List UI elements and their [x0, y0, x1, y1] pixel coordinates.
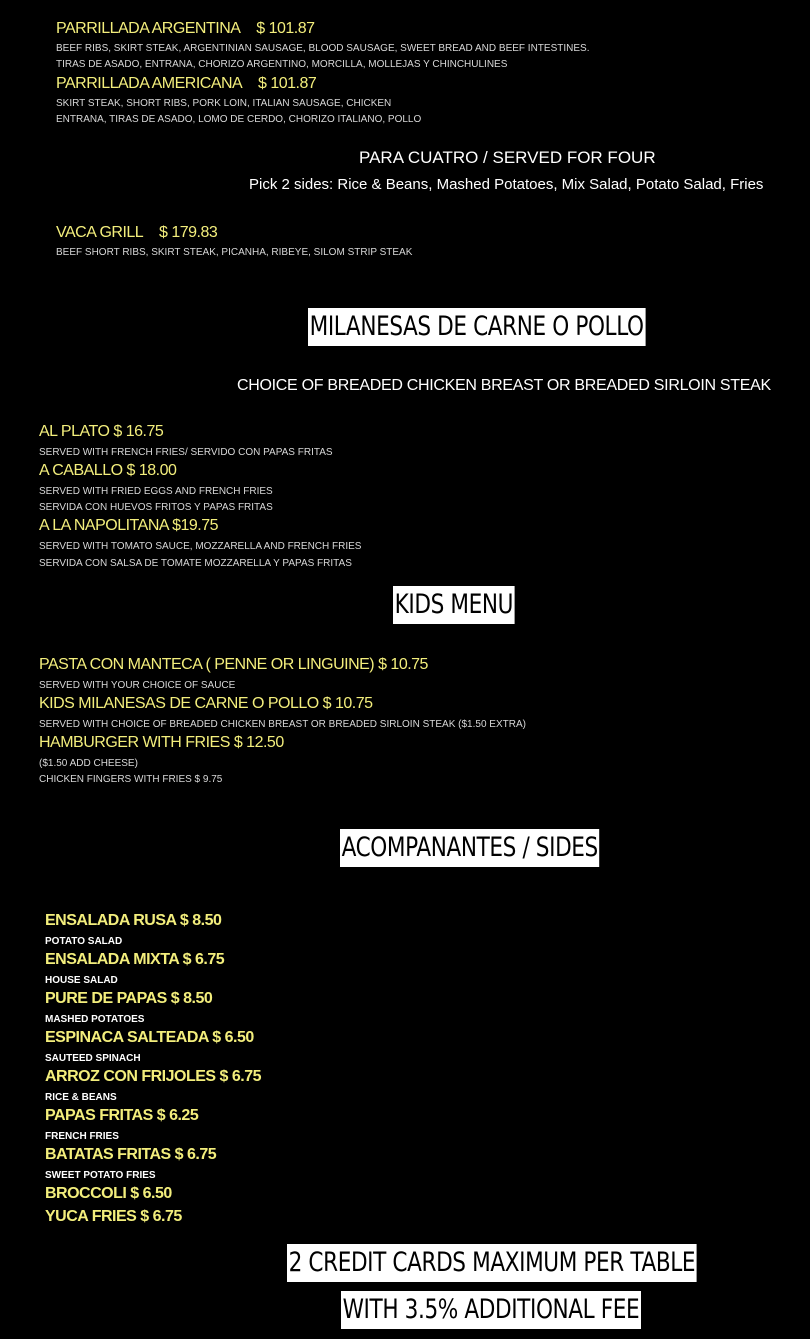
milanesa-napolitana-title: A LA NAPOLITANA $19.75 [39, 517, 219, 534]
parrillada-americana-desc-es: ENTRANA, TIRAS DE ASADO, LOMO DE CERDO, CHORIZO ITALIANO, POLLO [56, 114, 422, 125]
side-batatas-fritas-title: BATATAS FRITAS $ 6.75 [45, 1146, 217, 1163]
parrillada-argentina-title [56, 20, 315, 38]
served-for-four: PARA CUATRO / SERVED FOR FOUR [359, 148, 656, 167]
side-ensalada-mixta-sub: HOUSE SALAD [45, 975, 118, 986]
side-ensalada-mixta-title: ENSALADA MIXTA $ 6.75 [45, 951, 225, 968]
credit-card-notice-line1: 2 CREDIT CARDS MAXIMUM PER TABLE [287, 1244, 697, 1282]
milanesa-a-caballo-desc-es: SERVIDA CON HUEVOS FRITOS Y PAPAS FRITAS [39, 502, 273, 513]
side-papas-fritas-sub: FRENCH FRIES [45, 1131, 119, 1142]
side-espinaca-sub: SAUTEED SPINACH [45, 1053, 141, 1064]
milanesa-a-caballo-title: A CABALLO $ 18.00 [39, 462, 177, 479]
kids-pasta-desc: SERVED WITH YOUR CHOICE OF SAUCE [39, 680, 236, 691]
item-price: $ 101.87 [258, 75, 317, 92]
side-pure-de-papas-title: PURE DE PAPAS $ 8.50 [45, 990, 213, 1007]
side-ensalada-rusa-sub: POTATO SALAD [45, 936, 123, 947]
milanesa-napolitana-desc-en: SERVED WITH TOMATO SAUCE, MOZZARELLA AND FRENCH FRIES [39, 541, 362, 552]
item-price: $ 101.87 [256, 20, 315, 37]
item-price: $ 179.83 [158, 224, 218, 241]
kids-hamburger-desc: ($1.50 ADD CHEESE) [39, 758, 138, 769]
milanesa-napolitana-desc-es: SERVIDA CON SALSA DE TOMATE MOZZARELLA Y PAPAS FRITAS [39, 558, 352, 569]
kids-heading: KIDS MENU [393, 586, 515, 624]
side-batatas-fritas-sub: SWEET POTATO FRIES [45, 1170, 156, 1181]
credit-card-notice-line2: WITH 3.5% ADDITIONAL FEE [341, 1291, 641, 1329]
sides-heading: ACOMPANANTES / SIDES [340, 829, 599, 867]
vaca-grill-desc: BEEF SHORT RIBS, SKIRT STEAK, PICANHA, RIBEYE, SILOM STRIP STEAK [56, 247, 413, 258]
milanesas-choice: CHOICE OF BREADED CHICKEN BREAST OR BREADED SIRLOIN STEAK [237, 377, 771, 394]
parrillada-americana-desc-en: SKIRT STEAK, SHORT RIBS, PORK LOIN, ITALIAN SAUSAGE, CHICKEN [56, 98, 392, 109]
parrillada-argentina-desc-es: TIRAS DE ASADO, ENTRANA, CHORIZO ARGENTINO, MORCILLA, MOLLEJAS Y CHINCHULINES [56, 59, 508, 70]
milanesa-al-plato-title: AL PLATO $ 16.75 [39, 423, 164, 440]
side-broccoli-title: BROCCOLI $ 6.50 [45, 1185, 172, 1202]
parrillada-argentina-desc-en: BEEF RIBS, SKIRT STEAK, ARGENTINIAN SAUSAGE, BLOOD SAUSAGE, SWEET BREAD AND BEEF INTESTINES. [56, 43, 590, 54]
parrillada-americana-title [56, 75, 316, 93]
side-pure-de-papas-sub: MASHED POTATOES [45, 1014, 145, 1025]
milanesa-al-plato-desc: SERVED WITH FRENCH FRIES/ SERVIDO CON PAPAS FRITAS [39, 447, 333, 458]
side-papas-fritas-title: PAPAS FRITAS $ 6.25 [45, 1107, 199, 1124]
side-arroz-sub: RICE & BEANS [45, 1092, 117, 1103]
sides-note: Pick 2 sides: Rice & Beans, Mashed Potatoes, Mix Salad, Potato Salad, Fries [249, 176, 764, 193]
milanesas-heading: MILANESAS DE CARNE O POLLO [308, 308, 645, 346]
side-arroz-title: ARROZ CON FRIJOLES $ 6.75 [45, 1068, 261, 1085]
milanesa-a-caballo-desc-en: SERVED WITH FRIED EGGS AND FRENCH FRIES [39, 486, 273, 497]
kids-milanesas-desc: SERVED WITH CHOICE OF BREADED CHICKEN BREAST OR BREADED SIRLOIN STEAK ($1.50 EXTRA) [39, 719, 526, 730]
kids-milanesas-title: KIDS MILANESAS DE CARNE O POLLO $ 10.75 [39, 695, 373, 712]
kids-hamburger-title: HAMBURGER WITH FRIES $ 12.50 [39, 734, 284, 751]
kids-chicken-fingers: CHICKEN FINGERS WITH FRIES $ 9.75 [39, 774, 223, 785]
side-yuca-fries-title: YUCA FRIES $ 6.75 [45, 1208, 182, 1225]
kids-pasta-title: PASTA CON MANTECA ( PENNE OR LINGUINE) $ 10.75 [39, 656, 428, 673]
side-ensalada-rusa-title: ENSALADA RUSA $ 8.50 [45, 912, 222, 929]
item-name: PARRILLADA ARGENTINA [56, 20, 241, 37]
item-name: PARRILLADA AMERICANA [56, 75, 243, 92]
side-espinaca-title: ESPINACA SALTEADA $ 6.50 [45, 1029, 254, 1046]
vaca-grill-title [56, 224, 217, 242]
item-name: VACA GRILL [56, 224, 144, 241]
